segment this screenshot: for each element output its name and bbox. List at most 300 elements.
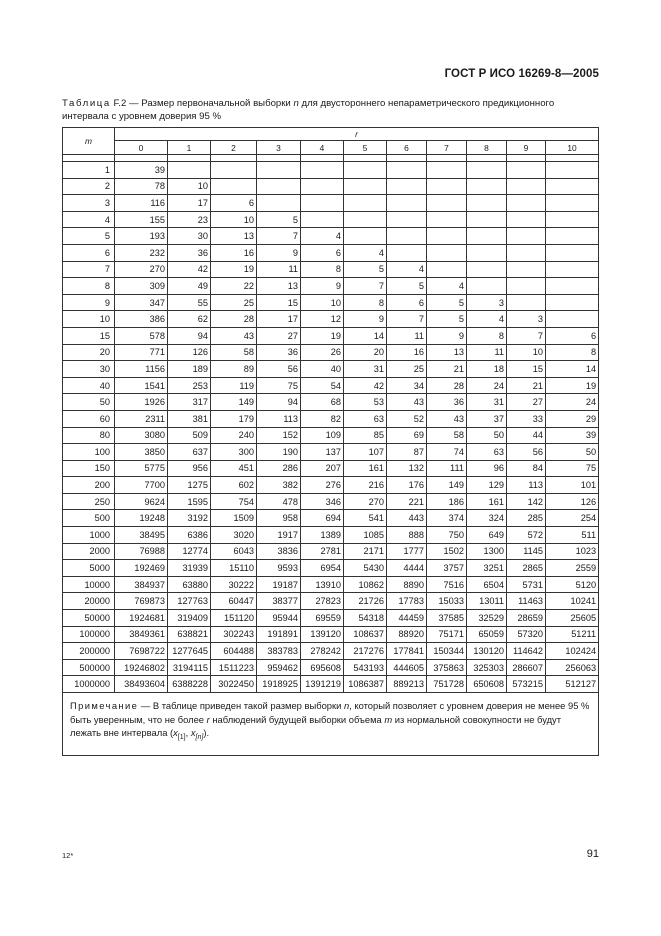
n-value-cell: 11 [257,261,301,278]
n-value-cell: 43 [211,327,257,344]
n-value-cell: 15033 [427,593,467,610]
n-value-cell: 2171 [344,543,387,560]
n-value-cell [507,278,546,295]
n-value-cell: 2559 [546,560,599,577]
n-value-cell: 69 [387,427,427,444]
n-value-cell: 309 [115,278,168,295]
note-sub-2: [n] [195,734,204,742]
n-value-cell: 443 [387,510,427,527]
n-value-cell: 10862 [344,576,387,593]
n-value-cell: 3757 [427,560,467,577]
m-value-cell: 20 [63,344,115,361]
n-value-cell: 62 [168,311,211,328]
n-value-cell: 604488 [211,643,257,660]
n-value-cell: 29 [546,410,599,427]
n-value-cell: 2865 [507,560,546,577]
n-value-cell: 6386 [168,527,211,544]
spacer-cell [115,155,168,162]
n-value-cell: 21 [427,361,467,378]
n-value-cell: 750 [427,527,467,544]
n-value-cell [387,162,427,179]
n-value-cell: 240 [211,427,257,444]
n-value-cell [427,178,467,195]
spacer-cell [387,155,427,162]
n-value-cell: 19 [211,261,257,278]
n-value-cell: 27 [507,394,546,411]
r-value-header: 1 [168,141,211,155]
table-row [63,244,599,261]
n-value-cell: 151120 [211,610,257,627]
n-value-cell: 1918925 [257,676,301,693]
n-value-cell [344,162,387,179]
note-sub-1: [1] [177,734,186,742]
n-value-cell: 317 [168,394,211,411]
m-value-cell: 2 [63,178,115,195]
n-value-cell [168,162,211,179]
n-value-cell: 192469 [115,560,168,577]
n-value-cell: 6 [546,327,599,344]
table-row [63,593,599,610]
n-value-cell: 10 [211,211,257,228]
n-value-cell: 15110 [211,560,257,577]
n-value-cell: 186 [427,493,467,510]
n-value-cell: 1277645 [168,643,211,660]
n-value-cell: 543193 [344,659,387,676]
n-value-cell [344,211,387,228]
spacer-cell [301,155,344,162]
n-value-cell: 232 [115,244,168,261]
r-value-header: 9 [507,141,546,155]
m-value-cell: 50 [63,394,115,411]
m-value-cell: 1000 [63,527,115,544]
table-body [63,155,599,693]
n-value-cell: 54318 [344,610,387,627]
n-value-cell: 16 [387,344,427,361]
m-value-cell: 500 [63,510,115,527]
n-value-cell: 69559 [301,610,344,627]
n-value-cell: 9 [427,327,467,344]
table-row [63,394,599,411]
n-value-cell: 94 [168,327,211,344]
n-value-cell: 5120 [546,576,599,593]
n-value-cell: 96 [467,460,507,477]
r-value-header: 3 [257,141,301,155]
n-value-cell: 7 [257,228,301,245]
n-value-cell: 31939 [168,560,211,577]
column-header-m: m [63,128,115,155]
n-value-cell: 38495 [115,527,168,544]
n-value-cell [427,211,467,228]
n-value-cell: 13 [211,228,257,245]
n-value-cell: 32529 [467,610,507,627]
m-value-cell: 4 [63,211,115,228]
n-value-cell: 30222 [211,576,257,593]
n-value-cell: 116 [115,195,168,212]
n-value-cell: 285 [507,510,546,527]
n-value-cell [467,178,507,195]
note-var-r: r [206,713,210,725]
n-value-cell: 956 [168,460,211,477]
n-value-cell: 3020 [211,527,257,544]
n-value-cell: 95944 [257,610,301,627]
note-text-4: из нормальной совокупности не будут лежать вне интервала ( [70,713,562,739]
n-value-cell: 3080 [115,427,168,444]
n-value-cell: 38493604 [115,676,168,693]
n-value-cell: 578 [115,327,168,344]
n-value-cell [546,228,599,245]
n-value-cell: 7 [387,311,427,328]
n-value-cell: 87 [387,444,427,461]
m-value-cell: 8 [63,278,115,295]
n-value-cell: 28 [211,311,257,328]
n-value-cell: 25605 [546,610,599,627]
n-value-cell [427,162,467,179]
n-value-cell: 375863 [427,659,467,676]
n-value-cell [257,162,301,179]
table-row [63,444,599,461]
spacer-cell [344,155,387,162]
table-row [63,311,599,328]
n-value-cell: 286 [257,460,301,477]
note-var-n: n [343,700,350,711]
n-value-cell: 1389 [301,527,344,544]
n-value-cell [427,261,467,278]
n-value-cell: 37585 [427,610,467,627]
n-value-cell [301,211,344,228]
n-value-cell: 8 [467,327,507,344]
n-value-cell: 57320 [507,626,546,643]
n-value-cell: 3849361 [115,626,168,643]
table-row [63,493,599,510]
n-value-cell: 21 [507,377,546,394]
n-value-cell: 5 [427,311,467,328]
n-value-cell: 149 [211,394,257,411]
table-row [63,610,599,627]
n-value-cell: 191891 [257,626,301,643]
n-value-cell: 300 [211,444,257,461]
m-value-cell: 5 [63,228,115,245]
n-value-cell: 155 [115,211,168,228]
n-value-cell: 511 [546,527,599,544]
n-value-cell: 3836 [257,543,301,560]
n-value-cell: 319409 [168,610,211,627]
table-row [63,676,599,693]
spacer-cell [63,155,115,162]
note-label: Примечание [70,700,139,711]
n-value-cell: 150344 [427,643,467,660]
n-value-cell: 3192 [168,510,211,527]
n-value-cell: 386 [115,311,168,328]
n-value-cell: 382 [257,477,301,494]
n-value-cell [301,178,344,195]
n-value-cell: 325303 [467,659,507,676]
m-value-cell: 5000 [63,560,115,577]
n-value-cell: 26 [301,344,344,361]
m-value-cell: 200 [63,477,115,494]
n-value-cell: 9624 [115,493,168,510]
note-text-3: наблюдений будущей выборки объема [209,713,385,725]
n-value-cell: 3 [507,311,546,328]
n-value-cell: 16 [211,244,257,261]
n-value-cell: 149 [427,477,467,494]
n-value-cell: 102424 [546,643,599,660]
r-value-header: 10 [546,141,599,155]
n-value-cell: 13 [257,278,301,295]
n-value-cell [546,195,599,212]
n-value-cell: 302243 [211,626,257,643]
n-value-cell: 17 [257,311,301,328]
n-value-cell: 94 [257,394,301,411]
n-value-cell: 119 [211,377,257,394]
n-value-cell [546,294,599,311]
r-value-header: 4 [301,141,344,155]
n-value-cell: 40 [301,361,344,378]
n-value-cell: 19187 [257,576,301,593]
n-value-cell: 888 [387,527,427,544]
n-value-cell: 1917 [257,527,301,544]
table-row [63,626,599,643]
n-value-cell: 5 [387,278,427,295]
n-value-cell: 22 [211,278,257,295]
n-value-cell: 1391219 [301,676,344,693]
n-value-cell [507,195,546,212]
n-value-cell: 85 [344,427,387,444]
n-value-cell: 11 [467,344,507,361]
n-value-cell: 34 [387,377,427,394]
note-var-x2: x [190,727,196,739]
n-value-cell: 1502 [427,543,467,560]
n-value-cell: 5775 [115,460,168,477]
m-value-cell: 7 [63,261,115,278]
n-value-cell: 78 [115,178,168,195]
n-value-cell: 7698722 [115,643,168,660]
n-value-cell: 9 [344,311,387,328]
table-row [63,377,599,394]
n-value-cell: 14 [344,327,387,344]
caption-text-2: для двустороннего непараметрического предикционного интервала с уровнем доверия 95 % [62,98,555,122]
n-value-cell: 384937 [115,576,168,593]
n-value-cell: 286607 [507,659,546,676]
n-value-cell: 1145 [507,543,546,560]
standard-header: ГОСТ Р ИСО 16269-8—2005 [444,68,599,80]
m-value-cell: 20000 [63,593,115,610]
n-value-cell: 1023 [546,543,599,560]
n-value-cell: 58 [427,427,467,444]
n-value-cell: 889213 [387,676,427,693]
n-value-cell: 6 [301,244,344,261]
n-value-cell [387,228,427,245]
n-value-cell: 5731 [507,576,546,593]
n-value-cell: 190 [257,444,301,461]
n-value-cell: 1156 [115,361,168,378]
n-value-cell: 10 [301,294,344,311]
n-value-cell: 1777 [387,543,427,560]
table-row [63,510,599,527]
table-row [63,659,599,676]
n-value-cell: 139120 [301,626,344,643]
n-value-cell: 4 [344,244,387,261]
n-value-cell: 24 [467,377,507,394]
n-value-cell: 101 [546,477,599,494]
n-value-cell: 347 [115,294,168,311]
n-value-cell: 19 [546,377,599,394]
n-value-cell: 43 [427,410,467,427]
table-row [63,344,599,361]
n-value-cell: 573215 [507,676,546,693]
n-value-cell: 254 [546,510,599,527]
n-value-cell: 42 [168,261,211,278]
n-value-cell: 56 [507,444,546,461]
r-value-header: 6 [387,141,427,155]
n-value-cell: 638821 [168,626,211,643]
n-value-cell [546,278,599,295]
n-value-cell: 4 [427,278,467,295]
n-value-cell [344,178,387,195]
n-value-cell: 49 [168,278,211,295]
n-value-cell: 8890 [387,576,427,593]
n-value-cell [427,244,467,261]
n-value-cell: 512127 [546,676,599,693]
n-value-cell: 39 [546,427,599,444]
m-value-cell: 1 [63,162,115,179]
n-value-cell: 15 [507,361,546,378]
n-value-cell: 36 [257,344,301,361]
n-value-cell: 53 [344,394,387,411]
n-value-cell: 23 [168,211,211,228]
spacer-cell [467,155,507,162]
m-value-cell: 6 [63,244,115,261]
n-value-cell: 4444 [387,560,427,577]
n-value-cell: 127763 [168,593,211,610]
m-value-cell: 3 [63,195,115,212]
n-value-cell: 56 [257,361,301,378]
n-value-cell: 54 [301,377,344,394]
n-value-cell: 278242 [301,643,344,660]
n-value-cell: 58 [211,344,257,361]
n-value-cell [344,195,387,212]
n-value-cell [387,195,427,212]
n-value-cell: 113 [507,477,546,494]
n-value-cell: 12774 [168,543,211,560]
table-row [63,327,599,344]
n-value-cell: 754 [211,493,257,510]
n-value-cell: 52 [387,410,427,427]
n-value-cell: 650608 [467,676,507,693]
n-value-cell: 374 [427,510,467,527]
m-value-cell: 150 [63,460,115,477]
n-value-cell: 572 [507,527,546,544]
n-value-cell: 324 [467,510,507,527]
n-value-cell: 189 [168,361,211,378]
n-value-cell: 176 [387,477,427,494]
n-value-cell: 27823 [301,593,344,610]
n-value-cell: 381 [168,410,211,427]
n-value-cell: 7700 [115,477,168,494]
n-value-cell: 1924681 [115,610,168,627]
n-value-cell: 4 [301,228,344,245]
n-value-cell: 17783 [387,593,427,610]
n-value-cell: 25 [211,294,257,311]
sample-size-table [62,127,599,693]
m-value-cell: 2000 [63,543,115,560]
n-value-cell: 13011 [467,593,507,610]
n-value-cell: 451 [211,460,257,477]
spacer-cell [507,155,546,162]
n-value-cell [467,195,507,212]
n-value-cell: 3194115 [168,659,211,676]
n-value-cell [546,178,599,195]
n-value-cell [257,178,301,195]
n-value-cell: 959462 [257,659,301,676]
n-value-cell: 51211 [546,626,599,643]
n-value-cell: 27 [257,327,301,344]
n-value-cell: 694 [301,510,344,527]
n-value-cell: 75171 [427,626,467,643]
n-value-cell: 10241 [546,593,599,610]
n-value-cell [467,278,507,295]
n-value-cell: 5 [427,294,467,311]
n-value-cell: 113 [257,410,301,427]
n-value-cell: 114642 [507,643,546,660]
n-value-cell: 6504 [467,576,507,593]
n-value-cell: 89 [211,361,257,378]
table-row [63,643,599,660]
n-value-cell: 12 [301,311,344,328]
table-header-row-2 [63,141,599,155]
n-value-cell: 637 [168,444,211,461]
n-value-cell: 3251 [467,560,507,577]
n-value-cell: 9 [257,244,301,261]
n-value-cell: 256063 [546,659,599,676]
table-row [63,527,599,544]
n-value-cell: 13910 [301,576,344,593]
n-value-cell: 37 [467,410,507,427]
n-value-cell: 107 [344,444,387,461]
n-value-cell: 1595 [168,493,211,510]
n-value-cell [546,162,599,179]
m-value-cell: 250 [63,493,115,510]
n-value-cell: 76988 [115,543,168,560]
table-row [63,261,599,278]
table-row [63,195,599,212]
n-value-cell: 111 [427,460,467,477]
n-value-cell: 5430 [344,560,387,577]
n-value-cell [467,211,507,228]
n-value-cell: 36 [427,394,467,411]
n-value-cell: 31 [344,361,387,378]
table-row [63,427,599,444]
n-value-cell: 132 [387,460,427,477]
n-value-cell: 6954 [301,560,344,577]
caption-label: Таблица [62,98,111,109]
n-value-cell: 4 [387,261,427,278]
n-value-cell: 63880 [168,576,211,593]
n-value-cell: 88920 [387,626,427,643]
n-value-cell: 50 [546,444,599,461]
n-value-cell: 2311 [115,410,168,427]
n-value-cell [387,211,427,228]
n-value-cell: 1509 [211,510,257,527]
n-value-cell [301,162,344,179]
table-row [63,560,599,577]
n-value-cell: 9 [301,278,344,295]
n-value-cell [546,211,599,228]
n-value-cell [257,195,301,212]
m-value-cell: 30 [63,361,115,378]
n-value-cell [507,228,546,245]
n-value-cell: 649 [467,527,507,544]
n-value-cell: 129 [467,477,507,494]
